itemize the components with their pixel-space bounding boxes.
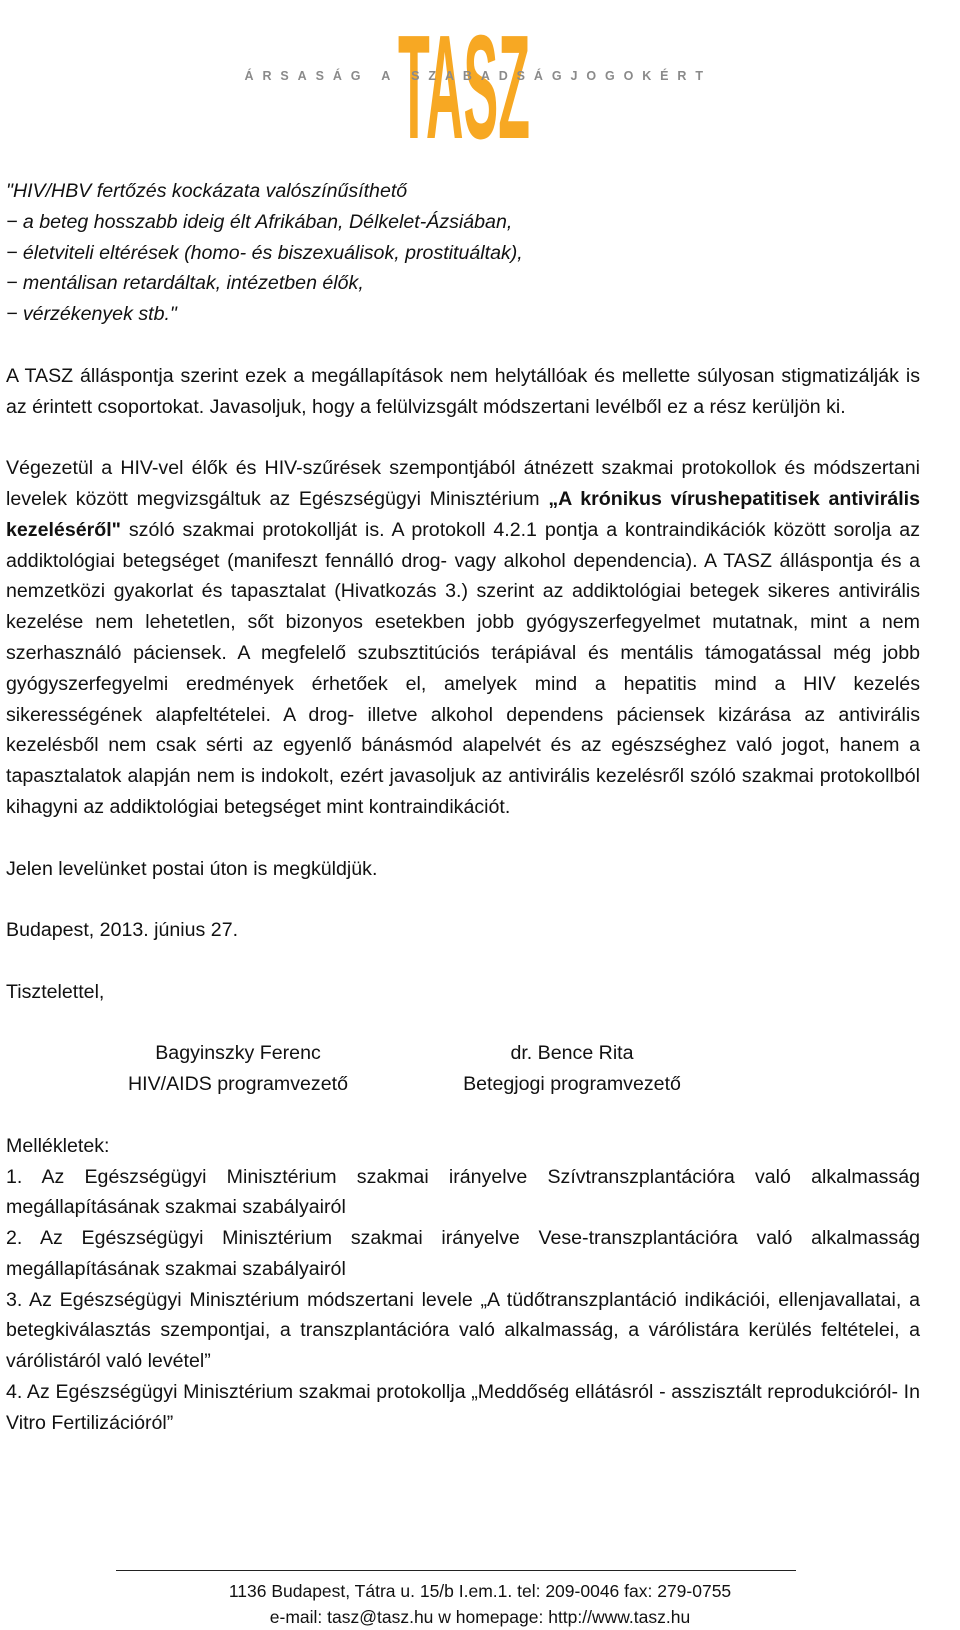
signer-title: Betegjogi programvezető (463, 1073, 681, 1096)
logo-wordmark: TASZ (398, 5, 530, 150)
logo-tagline: ÁRSASÁG A SZABADSÁGJOGOKÉRT (244, 69, 704, 83)
attachment-item: 4. Az Egészségügyi Minisztérium szakmai protokollja „Meddőség ellátásról - asszisztált reprodukcióról- In Vitro Fertilizációról” (6, 1381, 920, 1434)
signature-right (442, 1038, 702, 1100)
paragraph-text: szóló szakmai protokollját is. A protokoll 4.2.1 pontja a kontraindikációk között sorolja az addiktológiai betegséget (manifeszt fennálló drog- vagy alkohol dependencia). A TASZ álláspontja és a nemzetközi gyakorlat és tapasztalat (Hivatkozás 3.) szerint az addiktológiai betegek sikeres antivirális kezelése nem lehetetlen, sőt bizonyos esetekben jobb gyógyszerfegyelmet mutatnak, mint a nem szerhasználó páciensek. A megfelelő szubsztitúciós terápiával és mentális támogatással még jobb gyógyszerfegyelmi eredmények érhetőek el, amelyek mind a hepatitis mind a HIV kezelés sikerességének alapfeltételei. A drog- illetve alkohol dependens páciensek kizárása az antivirális kezelésből nem csak sérti az egyenlő bánásmód alapelvét és az egészséghez való jogot, hanem a tapasztalatok alapján nem is indokolt, ezért javasoljuk az antivirális kezelésről szóló szakmai protokollból kihagyni az addiktológiai betegséget mint kontraindikációt. (6, 518, 920, 818)
signature-left (98, 1038, 378, 1100)
letter-date: Budapest, 2013. június 27. (6, 919, 239, 942)
signature-block (6, 1038, 920, 1100)
signer-name: dr. Bence Rita (510, 1042, 634, 1065)
letter-closing: Tisztelettel, (6, 980, 105, 1003)
quote-line: − életviteli eltérések (homo- és biszexuálisok, prostituáltak), (6, 241, 523, 264)
footer-contact: e-mail: tasz@tasz.hu w homepage: http://www.tasz.hu (269, 1607, 691, 1627)
attachment-item: 2. Az Egészségügyi Minisztérium szakmai irányelve Vese-transzplantációra való alkalmasság megállapításának szakmai szabályairól (6, 1227, 920, 1280)
paragraph-tasz-position: A TASZ álláspontja szerint ezek a megállapítások nem helytállóak és mellette súlyosan stigmatizálják is az érintett csoportokat. Javasoljuk, hogy a felülvizsgált módszertani levélből ez a rész kerüljön ki. (6, 364, 920, 418)
attachments-heading: Mellékletek: (6, 1134, 110, 1157)
paragraph-hepatitis-protocol (6, 453, 920, 823)
quote-line: − vérzékenyek stb." (6, 303, 177, 326)
spacer (6, 1100, 920, 1131)
quote-line: − mentálisan retardáltak, intézetben élők, (6, 272, 364, 295)
protocol-title: „A krónikus vírushepatitisek antivirális kezeléséről" (6, 487, 920, 541)
signer-title: HIV/AIDS programvezető (128, 1073, 348, 1096)
quote-line: "HIV/HBV fertőzés kockázata valószínűsíthető (6, 180, 408, 202)
spacer (6, 422, 920, 453)
spacer (6, 884, 920, 915)
quote-line: − a beteg hosszabb ideig élt Afrikában, Délkelet-Ázsiában, (6, 210, 513, 233)
spacer (6, 1008, 920, 1039)
spacer (6, 330, 920, 361)
footer-divider (116, 1570, 796, 1571)
tasz-logo (238, 0, 728, 150)
signer-name: Bagyinszky Ferenc (155, 1042, 321, 1065)
attachment-item: 3. Az Egészségügyi Minisztérium módszertani levele „A tüdőtranszplantáció indikációi, ellenjavallatai, a betegkiválasztás szempontjai, a transzplantációra való alkalmasság, a várólistára kerülés feltételei, a várólistáról való levétel” (6, 1288, 920, 1373)
footer-address: 1136 Budapest, Tátra u. 15/b I.em.1. tel: 209-0046 fax: 279-0755 (228, 1581, 732, 1601)
attachments (6, 1131, 920, 1439)
attachment-item: 1. Az Egészségügyi Minisztérium szakmai irányelve Szívtranszplantációra való alkalmasság megállapításának szakmai szabályairól (6, 1165, 920, 1219)
paragraph-postal-note: Jelen levelünket postai úton is megküldjük. (6, 857, 378, 880)
letter-body (6, 176, 920, 1439)
spacer (6, 823, 920, 854)
quoted-block (6, 176, 920, 330)
spacer (6, 946, 920, 977)
paragraph-text: Végezetül a HIV-vel élők és HIV-szűrések szempontjából átnézett szakmai protokollok és módszertani levelek között megvizsgáltuk az Egészségügyi Minisztérium (6, 457, 920, 510)
